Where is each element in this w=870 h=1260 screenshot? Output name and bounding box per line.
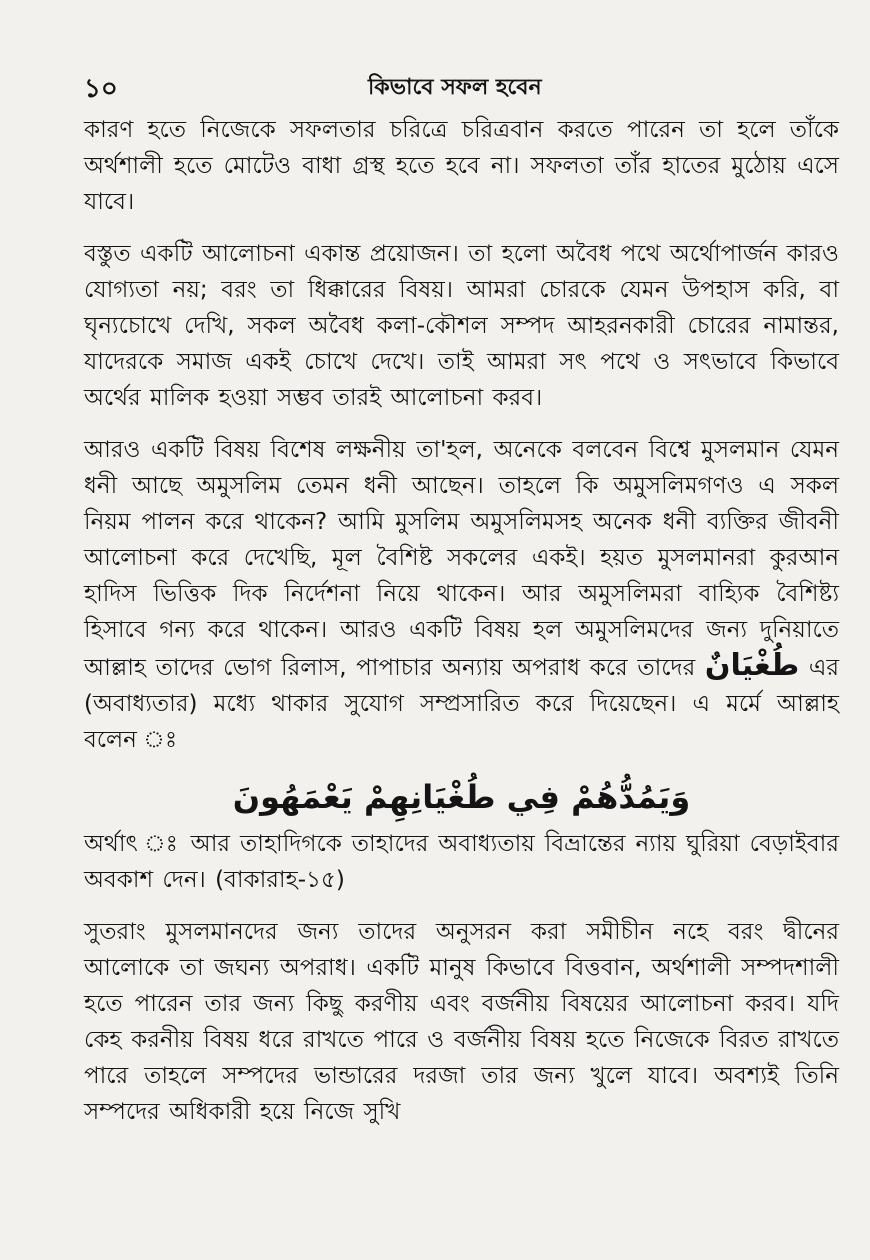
quran-verse: وَيَمُدُّهُمْ فِي طُغْيَانِهِمْ يَعْمَهُونَ — [232, 778, 691, 816]
page-header — [84, 68, 844, 104]
paragraph-3-text-after: এর (অবাধ্যতার) মধ্যে থাকার সুযোগ সম্প্রসারিত করে দিয়েছেন। এ মর্মে আল্লাহ বলেন ঃ — [84, 655, 840, 753]
paragraph-translation: অর্থাৎ ঃ আর তাহাদিগকে তাহাদের অবাধ্যতায় বিভ্রান্তের ন্যায় ঘুরিয়া বেড়াইবার অবকাশ দেন। (বাকারাহ-১৫) — [84, 831, 839, 893]
page-number: ১০ — [84, 74, 118, 104]
body-text — [84, 112, 839, 1146]
paragraph-2: বস্তুত একটি আলোচনা একান্ত প্রয়োজন। তা হলো অবৈধ পথে অর্থোপার্জন কারও যোগ্যতা নয়; বরং তা ধিক্কারের বিষয়। আমরা চোরকে যেমন উপহাস করি, বা ঘৃন্যচোখে দেখি, সকল অবৈধ কলা-কৌশল সম্পদ আহরনকারী চোরের নামান্তর, যাদেরকে সমাজ একই চোখে দেখে। তাই আমরা সৎ পথে ও সৎভাবে কিভাবে অর্থের মালিক হওয়া সম্ভব তারই আলোচনা করব। — [84, 241, 839, 411]
arabic-inline-word: طُغْيَانٌ — [704, 648, 800, 683]
paragraph-3-text-before: আরও একটি বিষয় বিশেষ লক্ষনীয় তা'হল, অনেকে বলবেন বিশ্বে মুসলমান যেমন ধনী আছে অমুসলিম তেমন ধনী আছেন। তাহলে কি অমুসলিমগণও এ সকল নিয়ম পালন করে থাকেন? আমি মুসলিম অমুসলিমসহ অনেক ধনী ব্যক্তির জীবনী আলোচনা করে দেখেছি, মূল বৈশিষ্ট সকলের একই। হয়ত মুসলমানরা কুরআন হাদিস ভিত্তিক দিক নির্দেশনা নিয়ে থাকেন। আর অমুসলিমরা বাহ্যিক বৈশিষ্ট্য হিসাবে গন্য করে থাকেন। আরও একটি বিষয় হল অমুসলিমদের জন্য দুনিয়াতে আল্লাহ তাদের ভোগ রিলাস, পাপাচার অন্যায় অপরাধ করে তাদের — [84, 437, 839, 681]
paragraph-1: কারণ হতে নিজেকে সফলতার চরিত্রে চরিত্রবান করতে পারেন তা হলে তাঁকে অর্থশালী হতে মোটেও বাধা গ্রস্থ হতে হবে না। সফলতা তাঁর হাতের মুঠোয় এসে যাবে। — [84, 117, 839, 215]
running-title: কিভাবে সফল হবেন — [368, 75, 542, 100]
paragraph-3 — [84, 432, 839, 758]
paragraph-5: সুতরাং মুসলমানদের জন্য তাদের অনুসরন করা সমীচীন নহে বরং দ্বীনের আলোকে তা জঘন্য অপরাধ। একটি মানুষ কিভাবে বিত্তবান, অর্থশালী সম্পদশালী হতে পারেন তার জন্য কিছু করণীয় এবং বর্জনীয় বিষয়ের আলোচনা করব। যদি কেহ করনীয় বিষয় ধরে রাখতে পারে ও বর্জনীয় বিষয় হতে নিজেকে বিরত রাখতে পারে তাহলে সম্পদের ভান্ডারের দরজা তার জন্য খুলে যাবে। অবশ্যই তিনি সম্পদের অধিকারী হয়ে নিজে সুখি — [84, 919, 839, 1125]
